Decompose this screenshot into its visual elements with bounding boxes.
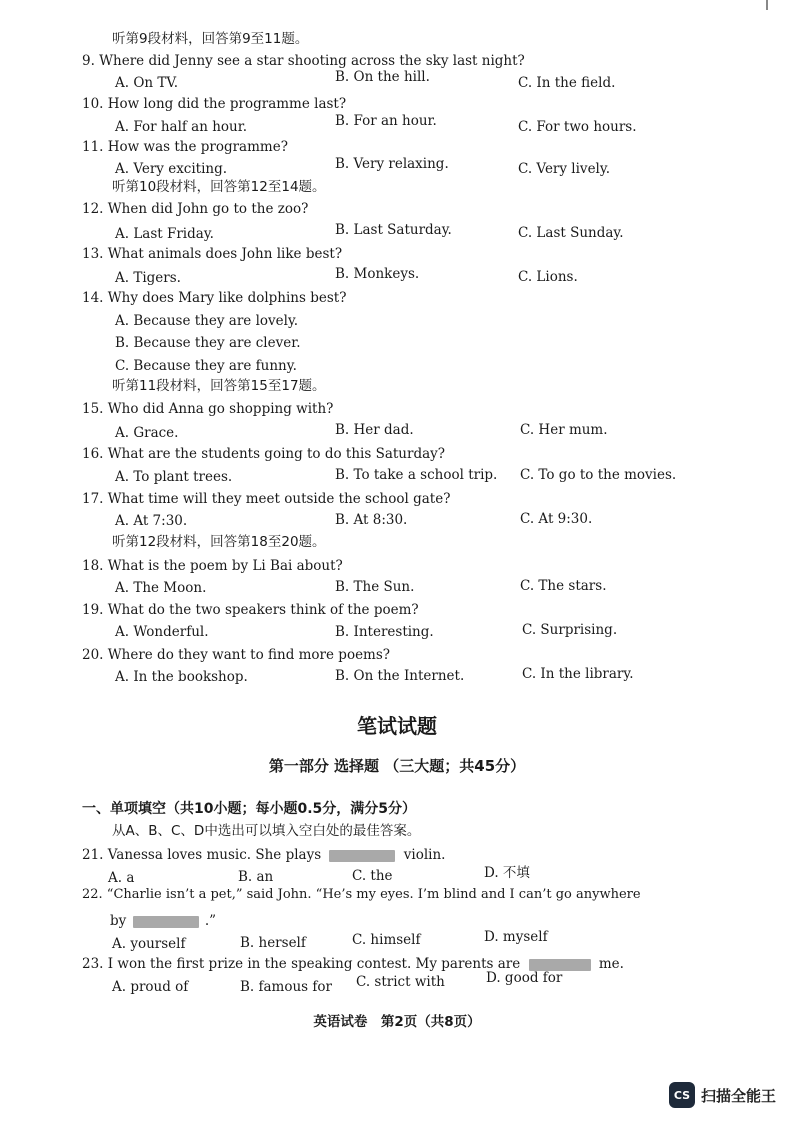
question-22: 22. “Charlie isn’t a pet,” said John. “He’s my eyes. I’m blind and I can’t go anywhere [82,887,641,902]
q21-stem-end: violin. [403,847,446,863]
q22-option-d: D. myself [484,929,548,945]
q19-option-a: A. Wonderful. [115,624,209,640]
q15-option-b: B. Her dad. [335,422,414,438]
q17-option-c: C. At 9:30. [520,511,593,527]
q9-option-b: B. On the hill. [335,69,430,85]
question-9: 9. Where did Jenny see a star shooting across the sky last night? [82,53,525,69]
listening-intro-9: 听第9段材料，回答第9至11题。 [112,31,309,47]
question-13: 13. What animals does John like best? [82,246,343,262]
q18-option-a: A. The Moon. [115,580,207,596]
question-17: 17. What time will they meet outside the school gate? [82,491,451,507]
question-19: 19. What do the two speakers think of the poem? [82,602,419,618]
q22-stem-end: .” [204,913,217,929]
q14-option-a: A. Because they are lovely. [115,313,299,329]
q22-blank [133,916,199,928]
q23-option-a: A. proud of [112,979,189,995]
listening-intro-11: 听第11段材料，回答第15至17题。 [112,378,326,394]
corner-mark [766,0,768,10]
q12-option-a: A. Last Friday. [115,226,214,242]
page-footer: 英语试卷 第2页（共8页） [313,1014,481,1030]
q19-option-b: B. Interesting. [335,624,434,640]
q17-option-a: A. At 7:30. [115,513,188,529]
q23-option-d: D. good for [486,970,563,986]
q21-option-b: B. an [238,869,274,885]
q21-blank [329,850,395,862]
q22-option-a: A. yourself [112,936,186,952]
q14-option-c: C. Because they are funny. [115,358,297,374]
q14-option-b: B. Because they are clever. [115,335,301,351]
scanner-watermark [669,1082,776,1108]
question-22-cont [110,912,216,930]
camscanner-logo-icon: CS [669,1082,695,1108]
scanner-brand-name: 扫描全能王 [700,1086,776,1105]
question-20: 20. Where do they want to find more poems? [82,647,391,663]
q15-option-a: A. Grace. [115,425,179,441]
q10-option-a: A. For half an hour. [115,119,247,135]
q16-option-b: B. To take a school trip. [335,467,498,483]
q21-option-c: C. the [352,868,393,884]
q19-option-c: C. Surprising. [522,622,618,638]
q22-option-c: C. himself [352,932,421,948]
q22-option-b: B. herself [240,935,306,951]
question-18: 18. What is the poem by Li Bai about? [82,558,343,574]
q11-option-b: B. Very relaxing. [335,156,449,172]
q13-option-b: B. Monkeys. [335,266,420,282]
q15-option-c: C. Her mum. [520,422,608,438]
q20-option-c: C. In the library. [522,666,634,682]
q21-option-a: A. a [108,870,135,886]
q16-option-c: C. To go to the movies. [520,467,677,483]
q23-stem: 23. I won the first prize in the speaking contest. My parents are [82,956,521,972]
q13-option-c: C. Lions. [518,269,578,285]
question-14: 14. Why does Mary like dolphins best? [82,290,347,306]
section-single-choice-heading: 一、单项填空（共10小题；每小题0.5分，满分5分） [82,801,417,817]
listening-intro-12: 听第12段材料，回答第18至20题。 [112,534,326,550]
q11-option-c: C. Very lively. [518,161,610,177]
q22-stem: by [110,913,127,929]
q10-option-b: B. For an hour. [335,113,437,129]
q9-option-c: C. In the field. [518,75,616,91]
q18-option-c: C. The stars. [520,578,607,594]
written-test-title: 笔试试题 [357,714,437,738]
q16-option-a: A. To plant trees. [115,469,233,485]
q9-option-a: A. On TV. [115,75,179,91]
q11-option-a: A. Very exciting. [115,161,228,177]
q23-option-c: C. strict with [356,974,445,990]
q18-option-b: B. The Sun. [335,579,415,595]
q12-option-b: B. Last Saturday. [335,222,452,238]
q21-option-d: D. 不填 [484,865,530,881]
q10-option-c: C. For two hours. [518,119,637,135]
question-11: 11. How was the programme? [82,139,288,155]
q12-option-c: C. Last Sunday. [518,225,624,241]
q17-option-b: B. At 8:30. [335,512,408,528]
q13-option-a: A. Tigers. [115,270,181,286]
question-12: 12. When did John go to the zoo? [82,201,309,217]
q21-stem: 21. Vanessa loves music. She plays [82,847,322,863]
question-16: 16. What are the students going to do this Saturday? [82,446,445,462]
listening-intro-10: 听第10段材料，回答第12至14题。 [112,179,326,195]
section-instructions: 从A、B、C、D中选出可以填入空白处的最佳答案。 [112,823,421,839]
question-10: 10. How long did the programme last? [82,96,347,112]
question-21 [82,846,445,864]
part-one-title: 第一部分 选择题 （三大题；共45分） [268,757,526,775]
q20-option-a: A. In the bookshop. [115,669,248,685]
q23-option-b: B. famous for [240,979,332,995]
q23-stem-end: me. [598,956,624,972]
question-15: 15. Who did Anna go shopping with? [82,401,334,417]
q20-option-b: B. On the Internet. [335,668,465,684]
